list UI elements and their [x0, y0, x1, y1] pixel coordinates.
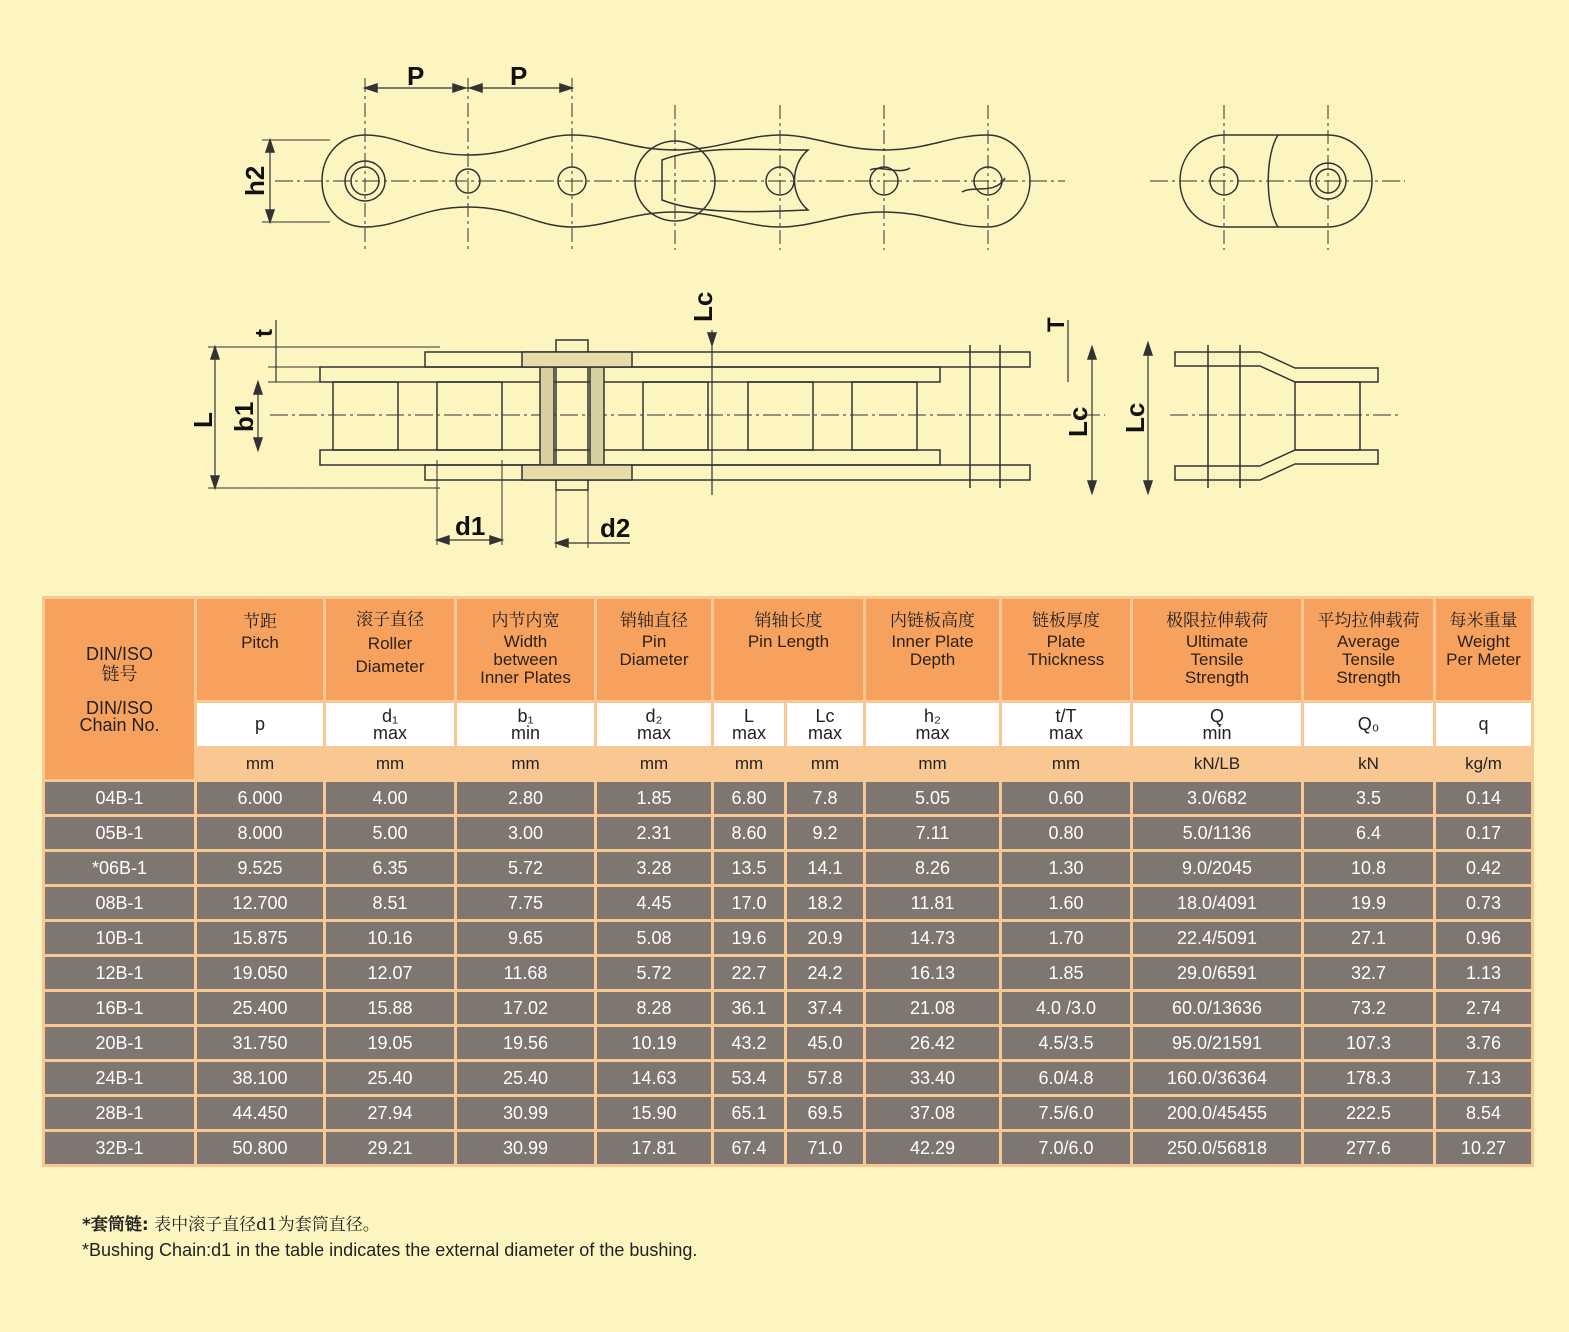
- footnote-zh-prefix: *套筒链:: [82, 1215, 149, 1235]
- table-cell: 25.40: [457, 1062, 594, 1094]
- unit-cell: mm: [787, 749, 863, 779]
- header-en: Plate Thickness: [1027, 632, 1105, 669]
- chain-no-cell: 16B-1: [45, 992, 194, 1024]
- table-row: [45, 1062, 1531, 1094]
- header-inner-plate-depth: [866, 599, 999, 700]
- table-cell: 30.99: [457, 1132, 594, 1164]
- header-zh: 链板厚度: [1032, 611, 1100, 630]
- header-en: Roller Diameter: [355, 634, 425, 676]
- table-cell: 2.74: [1436, 992, 1531, 1024]
- header-weight-per-meter: [1436, 599, 1531, 700]
- table-cell: 4.5/3.5: [1002, 1027, 1130, 1059]
- table-cell: 15.90: [597, 1097, 711, 1129]
- table-cell: 32.7: [1304, 957, 1433, 989]
- chain-technical-drawing: [0, 0, 1569, 580]
- pitch-label-1: P: [407, 61, 425, 91]
- table-row: [45, 957, 1531, 989]
- table-cell: 5.72: [457, 852, 594, 884]
- table-cell: 7.75: [457, 887, 594, 919]
- table-cell: 7.13: [1436, 1062, 1531, 1094]
- chain-no-cell: 08B-1: [45, 887, 194, 919]
- table-cell: 18.2: [787, 887, 863, 919]
- chain-no-zh: DIN/ISO 链号: [85, 644, 153, 684]
- table-cell: 5.08: [597, 922, 711, 954]
- data-rows: [45, 782, 1531, 1164]
- header-zh: 内节内宽: [491, 611, 560, 630]
- symbol-cell: [597, 703, 711, 746]
- table-cell: 50.800: [197, 1132, 323, 1164]
- footnote-zh-text: 表中滚子直径d1为套筒直径。: [154, 1215, 380, 1235]
- table-cell: 17.0: [714, 887, 784, 919]
- table-cell: 36.1: [714, 992, 784, 1024]
- table-cell: 19.05: [326, 1027, 454, 1059]
- symbol-text: Q₀: [1357, 714, 1380, 734]
- table-cell: 10.8: [1304, 852, 1433, 884]
- table-cell: 30.99: [457, 1097, 594, 1129]
- unit-cell: kg/m: [1436, 749, 1531, 779]
- header-zh: 销轴直径: [620, 611, 688, 630]
- table-cell: 1.85: [597, 782, 711, 814]
- symbol-text: d₁ max: [372, 705, 407, 743]
- symbol-text: L max: [731, 705, 766, 743]
- table-cell: 29.0/6591: [1133, 957, 1301, 989]
- header-zh: 销轴长度: [754, 611, 823, 630]
- table-cell: 19.9: [1304, 887, 1433, 919]
- header-pitch: [197, 599, 323, 700]
- header-average-tensile: [1304, 599, 1433, 700]
- table-cell: 25.400: [197, 992, 323, 1024]
- header-pin-length: [714, 599, 863, 700]
- unit-cell: mm: [714, 749, 784, 779]
- symbol-row: [45, 703, 1531, 746]
- table-cell: 7.5/6.0: [1002, 1097, 1130, 1129]
- table-cell: 19.56: [457, 1027, 594, 1059]
- table-cell: 6.000: [197, 782, 323, 814]
- table-cell: 6.4: [1304, 817, 1433, 849]
- table-cell: 8.26: [866, 852, 999, 884]
- symbol-cell: [1436, 703, 1531, 746]
- table-cell: 22.7: [714, 957, 784, 989]
- unit-cell: mm: [1002, 749, 1130, 779]
- table-cell: 8.51: [326, 887, 454, 919]
- table-row: [45, 852, 1531, 884]
- table-cell: 0.17: [1436, 817, 1531, 849]
- table-cell: 10.27: [1436, 1132, 1531, 1164]
- symbol-text: b₁ min: [510, 705, 540, 743]
- unit-cell: kN/LB: [1133, 749, 1301, 779]
- table-cell: 69.5: [787, 1097, 863, 1129]
- table-cell: 8.60: [714, 817, 784, 849]
- table-cell: 8.000: [197, 817, 323, 849]
- table-cell: 19.050: [197, 957, 323, 989]
- table-cell: 14.1: [787, 852, 863, 884]
- chain-no-cell: 20B-1: [45, 1027, 194, 1059]
- table-cell: 1.30: [1002, 852, 1130, 884]
- pitch-label-2: P: [510, 61, 528, 91]
- table-cell: 45.0: [787, 1027, 863, 1059]
- chain-no-cell: 32B-1: [45, 1132, 194, 1164]
- table-cell: 3.76: [1436, 1027, 1531, 1059]
- symbol-cell: [1002, 703, 1130, 746]
- table-row: [45, 887, 1531, 919]
- d1-label: d1: [455, 511, 486, 541]
- table-cell: 9.525: [197, 852, 323, 884]
- table-cell: 160.0/36364: [1133, 1062, 1301, 1094]
- header-en: Ultimate Tensile Strength: [1184, 632, 1250, 687]
- unit-cell: mm: [326, 749, 454, 779]
- table-cell: 4.0 /3.0: [1002, 992, 1130, 1024]
- unit-cell: mm: [457, 749, 594, 779]
- table-cell: 95.0/21591: [1133, 1027, 1301, 1059]
- symbol-text: t/T max: [1048, 705, 1083, 743]
- table-cell: 17.02: [457, 992, 594, 1024]
- chain-no-cell: 10B-1: [45, 922, 194, 954]
- unit-row: [45, 749, 1531, 779]
- table-cell: 2.80: [457, 782, 594, 814]
- table-cell: 20.9: [787, 922, 863, 954]
- table-cell: 7.8: [787, 782, 863, 814]
- table-cell: 9.2: [787, 817, 863, 849]
- table-cell: 9.0/2045: [1133, 852, 1301, 884]
- symbol-text: Lc max: [807, 705, 842, 743]
- table-cell: 9.65: [457, 922, 594, 954]
- table-cell: 44.450: [197, 1097, 323, 1129]
- table-cell: 1.60: [1002, 887, 1130, 919]
- table-cell: 10.19: [597, 1027, 711, 1059]
- footnote-en: *Bushing Chain:d1 in the table indicates the external diameter of the bushing.: [82, 1240, 698, 1260]
- table-cell: 13.5: [714, 852, 784, 884]
- symbol-cell: [197, 703, 323, 746]
- table-cell: 0.80: [1002, 817, 1130, 849]
- table-cell: 24.2: [787, 957, 863, 989]
- symbol-cell: [1133, 703, 1301, 746]
- table-cell: 71.0: [787, 1132, 863, 1164]
- table-cell: 0.96: [1436, 922, 1531, 954]
- header-en: Width between Inner Plates: [480, 632, 571, 687]
- table-cell: 12.700: [197, 887, 323, 919]
- b1-label: b1: [229, 401, 259, 432]
- header-zh: 每米重量: [1449, 611, 1518, 630]
- table-cell: 6.0/4.8: [1002, 1062, 1130, 1094]
- table-cell: 14.63: [597, 1062, 711, 1094]
- table-row: [45, 1097, 1531, 1129]
- table-cell: 7.0/6.0: [1002, 1132, 1130, 1164]
- table-cell: 27.1: [1304, 922, 1433, 954]
- header-en: Inner Plate Depth: [891, 632, 974, 669]
- table-cell: 5.05: [866, 782, 999, 814]
- lc-top-label: Lc: [688, 291, 718, 322]
- table-cell: 15.88: [326, 992, 454, 1024]
- table-cell: 38.100: [197, 1062, 323, 1094]
- table-row: [45, 782, 1531, 814]
- header-plate-thickness: [1002, 599, 1130, 700]
- table-cell: 7.11: [866, 817, 999, 849]
- chain-no-cell: *06B-1: [45, 852, 194, 884]
- table-row: [45, 992, 1531, 1024]
- chain-no-header: [45, 599, 194, 779]
- table-cell: 18.0/4091: [1133, 887, 1301, 919]
- header-roller-diameter: [326, 599, 454, 700]
- header-zh: 极限拉伸载荷: [1166, 611, 1268, 630]
- header-en: Pin Length: [747, 632, 830, 651]
- table-cell: 60.0/13636: [1133, 992, 1301, 1024]
- table-cell: 15.875: [197, 922, 323, 954]
- table-cell: 0.14: [1436, 782, 1531, 814]
- table-cell: 67.4: [714, 1132, 784, 1164]
- L-label: L: [188, 412, 218, 428]
- spec-table: [42, 596, 1534, 1167]
- T-label: T: [1043, 317, 1070, 332]
- header-pin-diameter: [597, 599, 711, 700]
- header-zh: 滚子直径: [356, 610, 424, 629]
- table-row: [45, 1027, 1531, 1059]
- table-cell: 16.13: [866, 957, 999, 989]
- table-cell: 29.21: [326, 1132, 454, 1164]
- chain-no-cell: 05B-1: [45, 817, 194, 849]
- table-row: [45, 922, 1531, 954]
- table-cell: 4.45: [597, 887, 711, 919]
- table-cell: 6.35: [326, 852, 454, 884]
- header-zh: 平均拉伸载荷: [1317, 611, 1420, 630]
- chain-no-en: DIN/ISO Chain No.: [79, 698, 160, 735]
- table-cell: 0.42: [1436, 852, 1531, 884]
- table-cell: 1.85: [1002, 957, 1130, 989]
- header-zh: 内链板高度: [890, 611, 975, 630]
- table-row: [45, 817, 1531, 849]
- table-cell: 31.750: [197, 1027, 323, 1059]
- lc-end-label: Lc: [1120, 402, 1150, 433]
- table-cell: 11.81: [866, 887, 999, 919]
- header-en: Pitch: [241, 633, 279, 652]
- table-cell: 11.68: [457, 957, 594, 989]
- table-cell: 0.60: [1002, 782, 1130, 814]
- table-cell: 4.00: [326, 782, 454, 814]
- table-cell: 0.73: [1436, 887, 1531, 919]
- table-cell: 12.07: [326, 957, 454, 989]
- table-cell: 10.16: [326, 922, 454, 954]
- table-cell: 43.2: [714, 1027, 784, 1059]
- unit-cell: mm: [866, 749, 999, 779]
- table-cell: 37.08: [866, 1097, 999, 1129]
- symbol-cell: [787, 703, 863, 746]
- table-cell: 277.6: [1304, 1132, 1433, 1164]
- table-cell: 178.3: [1304, 1062, 1433, 1094]
- lc-side-label: Lc: [1063, 406, 1093, 437]
- header-zh: 节距: [243, 612, 277, 631]
- table-cell: 37.4: [787, 992, 863, 1024]
- table-cell: 200.0/45455: [1133, 1097, 1301, 1129]
- header-en: Average Tensile Strength: [1336, 632, 1401, 687]
- table-cell: 2.31: [597, 817, 711, 849]
- chain-no-cell: 28B-1: [45, 1097, 194, 1129]
- table-cell: 27.94: [326, 1097, 454, 1129]
- table-cell: 57.8: [787, 1062, 863, 1094]
- h2-label: h2: [240, 165, 270, 196]
- unit-cell: mm: [197, 749, 323, 779]
- table-cell: 6.80: [714, 782, 784, 814]
- symbol-text: p: [254, 714, 265, 734]
- chain-no-cell: 04B-1: [45, 782, 194, 814]
- symbol-cell: [326, 703, 454, 746]
- unit-cell: mm: [597, 749, 711, 779]
- table-cell: 8.54: [1436, 1097, 1531, 1129]
- table-cell: 1.70: [1002, 922, 1130, 954]
- table-cell: 3.00: [457, 817, 594, 849]
- symbol-text: h₂ max: [915, 705, 950, 743]
- unit-cell: kN: [1304, 749, 1433, 779]
- symbol-cell: [714, 703, 784, 746]
- table-cell: 3.28: [597, 852, 711, 884]
- table-cell: 5.00: [326, 817, 454, 849]
- table-cell: 26.42: [866, 1027, 999, 1059]
- table-cell: 19.6: [714, 922, 784, 954]
- t-label: t: [251, 329, 278, 337]
- header-width-inner: [457, 599, 594, 700]
- table-cell: 107.3: [1304, 1027, 1433, 1059]
- header-ultimate-tensile: [1133, 599, 1301, 700]
- chain-no-cell: 12B-1: [45, 957, 194, 989]
- chain-no-cell: 24B-1: [45, 1062, 194, 1094]
- table-cell: 5.72: [597, 957, 711, 989]
- symbol-text: q: [1478, 714, 1489, 734]
- table-cell: 21.08: [866, 992, 999, 1024]
- table-cell: 8.28: [597, 992, 711, 1024]
- symbol-cell: [866, 703, 999, 746]
- table-cell: 250.0/56818: [1133, 1132, 1301, 1164]
- table-cell: 1.13: [1436, 957, 1531, 989]
- table-cell: 17.81: [597, 1132, 711, 1164]
- table-cell: 25.40: [326, 1062, 454, 1094]
- table-cell: 14.73: [866, 922, 999, 954]
- footnote-zh: [82, 1210, 380, 1235]
- table-cell: 53.4: [714, 1062, 784, 1094]
- table-cell: 42.29: [866, 1132, 999, 1164]
- table-cell: 22.4/5091: [1133, 922, 1301, 954]
- table-cell: 65.1: [714, 1097, 784, 1129]
- symbol-text: d₂ max: [636, 705, 671, 743]
- symbol-text: Q min: [1202, 705, 1232, 743]
- table-cell: 33.40: [866, 1062, 999, 1094]
- d2-label: d2: [600, 513, 631, 543]
- table-cell: 73.2: [1304, 992, 1433, 1024]
- header-row: [45, 599, 1531, 700]
- header-en: Pin Diameter: [619, 632, 689, 669]
- table-cell: 222.5: [1304, 1097, 1433, 1129]
- header-en: Weight Per Meter: [1446, 632, 1521, 669]
- table-row: [45, 1132, 1531, 1164]
- symbol-cell: [457, 703, 594, 746]
- symbol-cell: [1304, 703, 1433, 746]
- table-cell: 3.0/682: [1133, 782, 1301, 814]
- table-cell: 5.0/1136: [1133, 817, 1301, 849]
- table-cell: 3.5: [1304, 782, 1433, 814]
